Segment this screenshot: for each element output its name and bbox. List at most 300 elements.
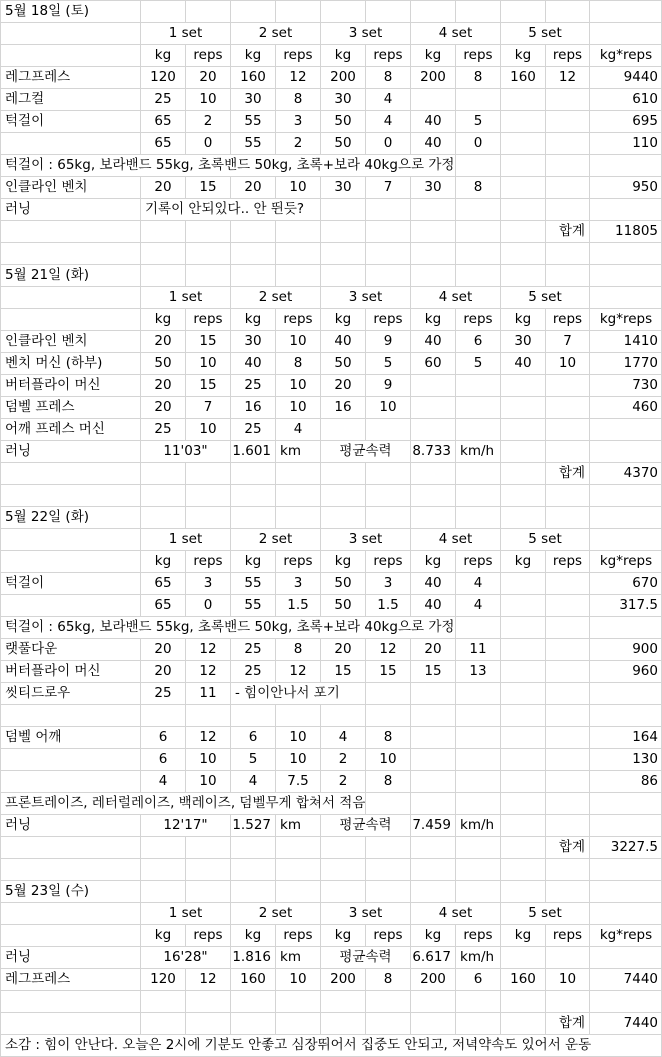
sheet-row (0, 814, 662, 836)
sheet-cell[interactable]: reps (283, 47, 313, 63)
sheet-cell[interactable]: kg (244, 927, 262, 943)
sheet-cell[interactable]: kg*reps (599, 553, 653, 569)
sheet-cell[interactable]: 5월 21일 (화) (5, 267, 90, 283)
sheet-cell[interactable]: 40 (244, 355, 262, 371)
sheet-cell[interactable]: 4 set (411, 287, 500, 308)
sheet-cell[interactable]: 40 (424, 135, 442, 151)
sheet-cell[interactable]: 10 (379, 751, 397, 767)
sheet-cell[interactable]: kg (244, 47, 262, 63)
sheet-cell[interactable]: 2 (203, 113, 213, 129)
sheet-cell[interactable]: 6 (158, 729, 168, 745)
sheet-cell[interactable]: 레그프레스 (5, 971, 71, 987)
sheet-cell[interactable]: 15 (334, 663, 352, 679)
sheet-cell[interactable]: 4 (473, 575, 483, 591)
sheet-row (0, 682, 662, 704)
sheet-cell[interactable]: 5 set (501, 287, 589, 308)
sheet-cell[interactable]: 4 (383, 91, 393, 107)
sheet-cell[interactable]: 5 set (501, 23, 589, 44)
sheet-cell[interactable]: 9 (383, 377, 393, 393)
sheet-cell[interactable]: 160 (510, 971, 536, 987)
sheet-cell[interactable]: 2 set (231, 903, 320, 924)
sheet-cell[interactable]: 4 set (411, 529, 500, 550)
sheet-cell[interactable]: 15 (199, 333, 217, 349)
sheet-cell[interactable]: 평균속력 (321, 815, 410, 836)
sheet-cell[interactable]: 10 (289, 971, 307, 987)
sheet-cell[interactable]: 3 set (321, 287, 410, 308)
sheet-cell[interactable]: 어깨 프레스 머신 (5, 421, 105, 437)
sheet-cell[interactable]: 200 (420, 971, 446, 987)
sheet-cell[interactable]: 턱걸이 : 65kg, 보라밴드 55kg, 초록밴드 50kg, 초록+보라 40kg으로 가정 (1, 617, 454, 638)
sheet-cell[interactable]: 2 set (231, 529, 320, 550)
sheet-cell[interactable]: 5월 23일 (수) (5, 883, 90, 899)
sheet-cell[interactable]: 6 (158, 751, 168, 767)
sheet-cell[interactable]: 인클라인 벤치 (5, 333, 88, 349)
sheet-cell[interactable]: 16'28" (141, 947, 230, 968)
sheet-cell[interactable]: 12 (289, 663, 307, 679)
sheet-cell[interactable]: 10 (289, 751, 307, 767)
sheet-cell[interactable]: 3 set (321, 903, 410, 924)
sheet-cell[interactable]: reps (283, 927, 313, 943)
sheet-row (0, 176, 662, 198)
sheet-cell[interactable]: 20 (154, 641, 172, 657)
sheet-row (0, 528, 662, 550)
sheet-cell[interactable]: 13 (469, 663, 487, 679)
sheet-cell[interactable]: kg (424, 553, 442, 569)
sheet-row (0, 440, 662, 462)
sheet-cell[interactable]: kg (244, 311, 262, 327)
sheet-cell[interactable]: 11'03" (141, 441, 230, 462)
sheet-row (0, 198, 662, 220)
sheet-cell[interactable]: 합계 (558, 1015, 585, 1031)
sheet-cell[interactable]: 0 (383, 135, 393, 151)
sheet-cell[interactable]: reps (552, 47, 583, 63)
sheet-cell[interactable]: kg (424, 47, 442, 63)
sheet-cell[interactable]: 4 (158, 773, 168, 789)
sheet-cell[interactable]: 10 (289, 333, 307, 349)
sheet-cell[interactable]: 25 (244, 377, 262, 393)
sheet-cell[interactable]: reps (373, 311, 403, 327)
sheet-row (0, 110, 662, 132)
sheet-cell[interactable]: kg (244, 553, 262, 569)
sheet-cell[interactable]: 랫풀다운 (5, 641, 58, 657)
sheet-cell[interactable]: kg (154, 927, 172, 943)
sheet-cell[interactable]: 3 set (321, 23, 410, 44)
sheet-cell[interactable]: 8.733 (412, 443, 451, 459)
sheet-cell[interactable]: 900 (632, 641, 658, 657)
sheet-cell[interactable]: 20 (244, 179, 262, 195)
sheet-cell[interactable]: 40 (424, 113, 442, 129)
sheet-cell[interactable]: 10 (289, 377, 307, 393)
sheet-row (0, 748, 662, 770)
sheet-cell[interactable]: 10 (199, 91, 217, 107)
sheet-cell[interactable]: 25 (244, 663, 262, 679)
sheet-row (0, 924, 662, 946)
sheet-cell[interactable]: 5 (383, 355, 393, 371)
sheet-cell[interactable]: 5 set (501, 529, 589, 550)
sheet-cell[interactable]: 11805 (615, 223, 658, 239)
sheet-cell[interactable]: 16 (334, 399, 352, 415)
sheet-cell[interactable]: 0 (203, 135, 213, 151)
sheet-cell[interactable]: 1.527 (232, 817, 271, 833)
sheet-cell[interactable]: 3 (203, 575, 213, 591)
sheet-cell[interactable]: 합계 (558, 223, 585, 239)
sheet-cell[interactable]: 5 set (501, 903, 589, 924)
sheet-cell[interactable]: 4 set (411, 23, 500, 44)
sheet-cell[interactable]: 65 (154, 575, 172, 591)
sheet-row (0, 264, 662, 286)
sheet-cell[interactable]: 55 (244, 597, 262, 613)
sheet-cell[interactable]: reps (463, 927, 493, 943)
sheet-cell[interactable]: reps (283, 311, 313, 327)
sheet-cell[interactable]: 20 (154, 663, 172, 679)
sheet-cell[interactable]: 86 (640, 773, 658, 789)
sheet-cell[interactable]: 10 (289, 179, 307, 195)
sheet-cell[interactable]: 2 set (231, 287, 320, 308)
sheet-cell[interactable]: 3 set (321, 529, 410, 550)
sheet-cell[interactable]: kg (514, 553, 532, 569)
sheet-cell[interactable]: 40 (424, 597, 442, 613)
sheet-cell[interactable]: reps (193, 927, 223, 943)
sheet-cell[interactable]: 25 (154, 421, 172, 437)
sheet-cell[interactable]: kg (334, 927, 352, 943)
sheet-cell[interactable]: 4 (248, 773, 258, 789)
sheet-cell[interactable]: 30 (424, 179, 442, 195)
sheet-cell[interactable]: 4 set (411, 903, 500, 924)
sheet-cell[interactable]: 5 (473, 355, 483, 371)
sheet-cell[interactable]: 12 (558, 69, 577, 85)
sheet-cell[interactable]: kg (334, 553, 352, 569)
sheet-cell[interactable]: 25 (244, 641, 262, 657)
sheet-cell[interactable]: 평균속력 (321, 441, 410, 462)
sheet-cell[interactable]: 5 (473, 113, 483, 129)
sheet-cell[interactable]: 20 (154, 399, 172, 415)
sheet-cell[interactable]: 12'17" (141, 815, 230, 836)
sheet-cell[interactable]: 30 (334, 91, 352, 107)
sheet-cell[interactable]: kg (424, 311, 442, 327)
sheet-cell[interactable]: 12 (199, 641, 217, 657)
sheet-cell[interactable]: 1 set (141, 287, 230, 308)
sheet-cell[interactable]: 160 (510, 69, 536, 85)
sheet-cell[interactable]: 버터플라이 머신 (5, 663, 101, 679)
sheet-cell[interactable]: 10 (289, 729, 307, 745)
sheet-cell[interactable]: 버터플라이 머신 (5, 377, 101, 393)
sheet-cell[interactable]: 9 (383, 333, 393, 349)
sheet-cell[interactable]: 12 (289, 69, 307, 85)
sheet-cell[interactable]: 1.816 (232, 949, 271, 965)
sheet-cell[interactable]: kg*reps (599, 47, 653, 63)
sheet-cell[interactable]: 턱걸이 : 65kg, 보라밴드 55kg, 초록밴드 50kg, 초록+보라 40kg으로 가정 (1, 155, 454, 176)
sheet-row (0, 330, 662, 352)
sheet-cell[interactable]: 3 (293, 113, 303, 129)
sheet-row (0, 726, 662, 748)
sheet-cell[interactable]: 턱걸이 (5, 575, 45, 591)
sheet-cell[interactable]: 25 (154, 685, 172, 701)
sheet-cell[interactable]: 950 (632, 179, 658, 195)
sheet-cell[interactable]: reps (193, 47, 223, 63)
sheet-row (0, 880, 662, 902)
sheet-cell[interactable]: 9440 (623, 69, 658, 85)
sheet-cell[interactable]: 164 (632, 729, 658, 745)
sheet-cell[interactable]: 695 (632, 113, 658, 129)
sheet-cell[interactable]: 벤치 머신 (하부) (5, 355, 103, 371)
sheet-row (0, 242, 662, 264)
sheet-cell[interactable]: 10 (199, 355, 217, 371)
sheet-cell[interactable]: kg (334, 47, 352, 63)
sheet-cell[interactable]: 5월 22일 (화) (5, 509, 90, 525)
sheet-cell[interactable]: 25 (244, 421, 262, 437)
sheet-cell[interactable]: 덤벨 프레스 (5, 399, 75, 415)
sheet-cell[interactable]: 50 (154, 355, 172, 371)
sheet-cell[interactable]: 7 (203, 399, 213, 415)
sheet-cell[interactable]: 2 (293, 135, 303, 151)
sheet-cell[interactable]: 덤벨 어깨 (5, 729, 62, 745)
sheet-row (0, 946, 662, 968)
sheet-row (0, 66, 662, 88)
sheet-cell[interactable]: 4 (383, 113, 393, 129)
sheet-cell[interactable]: 2 (338, 751, 348, 767)
sheet-cell[interactable]: 60 (424, 355, 442, 371)
sheet-cell[interactable]: kg (334, 311, 352, 327)
sheet-cell[interactable]: 1770 (623, 355, 658, 371)
sheet-cell[interactable]: 8 (383, 729, 393, 745)
sheet-cell[interactable]: kg*reps (599, 311, 653, 327)
sheet-cell[interactable]: km/h (460, 949, 495, 965)
sheet-cell[interactable]: 16 (244, 399, 262, 415)
sheet-cell[interactable]: 200 (330, 971, 356, 987)
sheet-cell[interactable]: kg (154, 311, 172, 327)
sheet-cell[interactable]: 20 (154, 179, 172, 195)
sheet-cell[interactable]: 10 (199, 773, 217, 789)
sheet-cell[interactable]: 7440 (623, 1015, 658, 1031)
sheet-cell[interactable]: reps (552, 311, 583, 327)
sheet-cell[interactable]: 50 (334, 355, 352, 371)
sheet-row (0, 836, 662, 858)
sheet-cell[interactable]: kg (424, 927, 442, 943)
sheet-cell[interactable]: 소감 : 힘이 안난다. 오늘은 2시에 기분도 안좋고 심장뛰어서 집중도 안되고, 저녁약속도 있어서 운동 (1, 1035, 591, 1056)
sheet-cell[interactable]: 960 (632, 663, 658, 679)
sheet-cell[interactable]: 10 (379, 399, 397, 415)
sheet-cell[interactable]: 7.459 (412, 817, 451, 833)
sheet-cell[interactable]: 4370 (623, 465, 658, 481)
sheet-cell[interactable]: reps (373, 47, 403, 63)
sheet-cell[interactable]: 55 (244, 135, 262, 151)
sheet-cell[interactable]: 10 (199, 751, 217, 767)
sheet-cell[interactable]: 50 (334, 575, 352, 591)
sheet-cell[interactable]: 15 (424, 663, 442, 679)
sheet-cell[interactable]: 4 (293, 421, 303, 437)
sheet-cell[interactable]: 러닝 (5, 201, 32, 217)
sheet-row (0, 1012, 662, 1034)
sheet-cell[interactable]: 120 (150, 971, 176, 987)
sheet-cell[interactable]: 레그컬 (5, 91, 45, 107)
sheet-cell[interactable]: 6 (473, 333, 483, 349)
sheet-cell[interactable]: 65 (154, 135, 172, 151)
sheet-cell[interactable]: 6 (473, 971, 483, 987)
sheet-cell[interactable]: 8 (473, 69, 483, 85)
sheet-cell[interactable]: 8 (293, 355, 303, 371)
sheet-cell[interactable]: 610 (632, 91, 658, 107)
sheet-cell[interactable]: 10 (558, 971, 577, 987)
sheet-cell[interactable]: 합계 (558, 839, 585, 855)
sheet-cell[interactable]: 6 (248, 729, 258, 745)
sheet-cell[interactable]: 65 (154, 597, 172, 613)
sheet-cell[interactable]: 1410 (623, 333, 658, 349)
sheet-cell[interactable]: 15 (379, 663, 397, 679)
sheet-cell[interactable]: 50 (334, 135, 352, 151)
sheet-cell[interactable]: 50 (334, 597, 352, 613)
sheet-cell[interactable]: 5월 18일 (토) (5, 3, 90, 19)
sheet-cell[interactable]: 3 (293, 575, 303, 591)
sheet-cell[interactable]: 턱걸이 (5, 113, 45, 129)
sheet-cell[interactable]: 11 (469, 641, 487, 657)
sheet-cell[interactable]: 2 (338, 773, 348, 789)
sheet-cell[interactable]: 1.5 (377, 597, 399, 613)
sheet-cell[interactable]: reps (193, 311, 223, 327)
sheet-cell[interactable]: 12 (379, 641, 397, 657)
sheet-row (0, 220, 662, 242)
sheet-cell[interactable]: reps (373, 553, 403, 569)
sheet-cell[interactable]: 7.5 (287, 773, 309, 789)
sheet-cell[interactable]: 11 (199, 685, 217, 701)
sheet-cell[interactable]: 8 (293, 91, 303, 107)
sheet-cell[interactable]: 40 (514, 355, 532, 371)
sheet-cell[interactable]: 110 (632, 135, 658, 151)
sheet-cell[interactable]: km/h (460, 817, 495, 833)
sheet-cell[interactable]: 씻티드로우 (5, 685, 71, 701)
sheet-row (0, 1034, 662, 1056)
sheet-cell[interactable]: 15 (199, 377, 217, 393)
sheet-cell[interactable]: 1 set (141, 903, 230, 924)
sheet-cell[interactable]: reps (552, 553, 583, 569)
sheet-cell[interactable]: 40 (424, 575, 442, 591)
sheet-cell[interactable]: 460 (632, 399, 658, 415)
sheet-cell[interactable]: 인클라인 벤치 (5, 179, 88, 195)
sheet-cell[interactable]: 15 (199, 179, 217, 195)
sheet-cell[interactable]: kg (514, 47, 532, 63)
sheet-cell[interactable]: 2 set (231, 23, 320, 44)
sheet-cell[interactable]: 10 (199, 421, 217, 437)
sheet-row (0, 88, 662, 110)
sheet-cell[interactable]: kg*reps (599, 927, 653, 943)
sheet-cell[interactable]: reps (463, 47, 493, 63)
sheet-cell[interactable]: - 힘이안나서 포기 (231, 683, 340, 704)
sheet-cell[interactable]: 프론트레이즈, 레터럴레이즈, 백레이즈, 덤벨무게 합쳐서 적음 (1, 793, 365, 814)
sheet-cell[interactable]: reps (463, 553, 493, 569)
sheet-cell[interactable]: 평균속력 (321, 947, 410, 968)
sheet-cell[interactable]: 65 (154, 113, 172, 129)
sheet-cell[interactable]: kg (154, 47, 172, 63)
sheet-cell[interactable]: km (280, 949, 301, 965)
sheet-row (0, 462, 662, 484)
sheet-cell[interactable]: 4 (473, 597, 483, 613)
sheet-cell[interactable]: 20 (154, 377, 172, 393)
sheet-cell[interactable]: 5 (248, 751, 258, 767)
sheet-cell[interactable]: 730 (632, 377, 658, 393)
sheet-cell[interactable]: 160 (240, 69, 266, 85)
sheet-cell[interactable]: 합계 (558, 465, 585, 481)
sheet-cell[interactable]: 317.5 (619, 597, 658, 613)
sheet-row (0, 22, 662, 44)
sheet-cell[interactable]: 8 (473, 179, 483, 195)
sheet-cell[interactable]: 30 (244, 91, 262, 107)
sheet-cell[interactable]: kg (514, 311, 532, 327)
sheet-cell[interactable]: 러닝 (5, 949, 32, 965)
sheet-cell[interactable]: reps (552, 927, 583, 943)
sheet-cell[interactable]: 10 (289, 399, 307, 415)
sheet-cell[interactable]: 1.5 (287, 597, 309, 613)
sheet-cell[interactable]: 8 (383, 69, 393, 85)
sheet-cell[interactable]: 55 (244, 113, 262, 129)
sheet-cell[interactable]: 1 set (141, 529, 230, 550)
sheet-cell[interactable]: 3227.5 (610, 839, 658, 855)
sheet-row (0, 902, 662, 924)
sheet-row (0, 44, 662, 66)
sheet-cell[interactable]: km (280, 817, 301, 833)
sheet-cell[interactable]: km (280, 443, 301, 459)
sheet-cell[interactable]: 20 (334, 641, 352, 657)
sheet-cell[interactable]: 12 (199, 729, 217, 745)
sheet-cell[interactable]: kg (514, 927, 532, 943)
sheet-cell[interactable]: 7 (383, 179, 393, 195)
sheet-cell[interactable]: 8 (293, 641, 303, 657)
sheet-cell[interactable]: 670 (632, 575, 658, 591)
sheet-cell[interactable]: 200 (330, 69, 356, 85)
sheet-cell[interactable]: 6.617 (412, 949, 451, 965)
sheet-cell[interactable]: 55 (244, 575, 262, 591)
sheet-cell[interactable]: reps (463, 311, 493, 327)
sheet-cell[interactable]: 12 (199, 971, 217, 987)
sheet-cell[interactable]: 40 (424, 333, 442, 349)
sheet-cell[interactable]: 1 set (141, 23, 230, 44)
sheet-cell[interactable]: 20 (199, 69, 217, 85)
sheet-cell[interactable]: 7440 (623, 971, 658, 987)
sheet-cell[interactable]: 0 (473, 135, 483, 151)
sheet-cell[interactable]: 30 (244, 333, 262, 349)
sheet-cell[interactable]: 160 (240, 971, 266, 987)
sheet-row (0, 594, 662, 616)
sheet-cell[interactable]: 8 (383, 773, 393, 789)
sheet-cell[interactable]: km/h (460, 443, 495, 459)
sheet-cell[interactable]: 러닝 (5, 817, 32, 833)
sheet-cell[interactable]: 러닝 (5, 443, 32, 459)
sheet-cell[interactable]: 30 (334, 179, 352, 195)
sheet-cell[interactable]: 10 (558, 355, 577, 371)
sheet-cell[interactable]: 130 (632, 751, 658, 767)
sheet-cell[interactable]: 기록이 안되있다.. 안 뛴듯? (141, 199, 304, 220)
sheet-cell[interactable]: reps (283, 553, 313, 569)
sheet-cell[interactable]: 레그프레스 (5, 69, 71, 85)
sheet-cell[interactable]: 20 (424, 641, 442, 657)
sheet-cell[interactable]: 50 (334, 113, 352, 129)
sheet-cell[interactable]: 30 (514, 333, 532, 349)
sheet-cell[interactable]: 20 (334, 377, 352, 393)
sheet-cell[interactable]: 8 (383, 971, 393, 987)
sheet-cell[interactable]: 120 (150, 69, 176, 85)
sheet-cell[interactable]: 7 (563, 333, 572, 349)
sheet-cell[interactable]: 25 (154, 91, 172, 107)
sheet-cell[interactable]: 0 (203, 597, 213, 613)
sheet-cell[interactable]: reps (193, 553, 223, 569)
sheet-cell[interactable]: 4 (338, 729, 348, 745)
sheet-cell[interactable]: 200 (420, 69, 446, 85)
sheet-cell[interactable]: 40 (334, 333, 352, 349)
sheet-cell[interactable]: 12 (199, 663, 217, 679)
sheet-cell[interactable]: 20 (154, 333, 172, 349)
sheet-cell[interactable]: kg (154, 553, 172, 569)
sheet-cell[interactable]: 3 (383, 575, 393, 591)
sheet-cell[interactable]: 1.601 (232, 443, 271, 459)
sheet-cell[interactable]: reps (373, 927, 403, 943)
